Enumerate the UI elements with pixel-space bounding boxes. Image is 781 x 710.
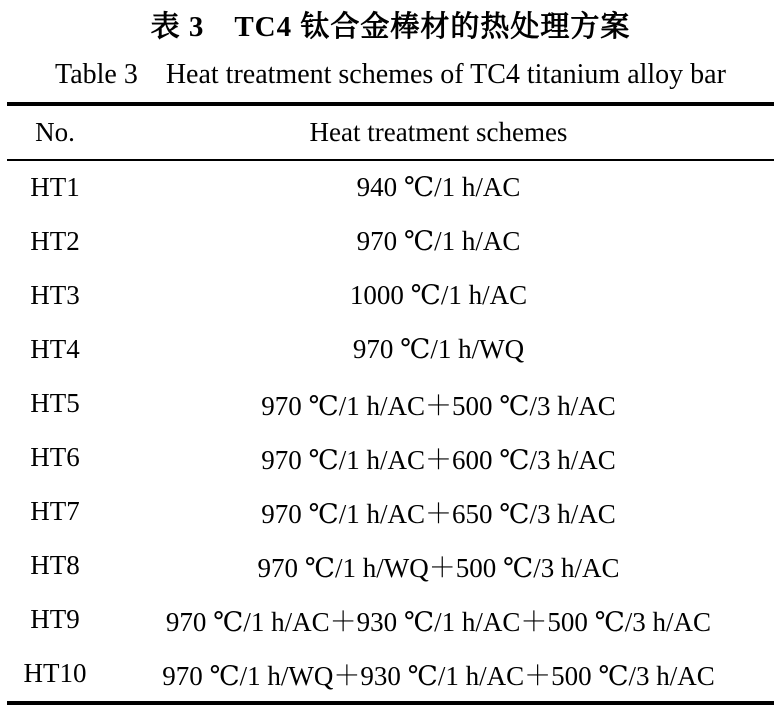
- column-header-schemes: Heat treatment schemes: [309, 116, 568, 147]
- row-scheme: 970 ℃/1 h/AC＋650 ℃/3 h/AC: [261, 499, 616, 530]
- row-scheme: 970 ℃/1 h/AC＋600 ℃/3 h/AC: [261, 445, 616, 476]
- table-row: [7, 647, 774, 703]
- table-row: [7, 215, 774, 269]
- row-scheme: 970 ℃/1 h/AC＋930 ℃/1 h/AC＋500 ℃/3 h/AC: [165, 607, 712, 638]
- table-row: [7, 377, 774, 431]
- row-no: HT6: [30, 442, 80, 473]
- row-scheme: 1000 ℃/1 h/AC: [349, 280, 528, 311]
- row-scheme: 970 ℃/1 h/AC＋500 ℃/3 h/AC: [261, 391, 616, 422]
- row-scheme: 940 ℃/1 h/AC: [356, 172, 521, 203]
- table-row: [7, 323, 774, 377]
- row-scheme: 970 ℃/1 h/WQ: [352, 334, 525, 365]
- row-no: HT4: [30, 334, 80, 365]
- row-scheme: 970 ℃/1 h/AC: [356, 226, 521, 257]
- row-scheme: 970 ℃/1 h/WQ＋500 ℃/3 h/AC: [257, 553, 620, 584]
- row-no: HT8: [30, 550, 80, 581]
- table-row: [7, 431, 774, 485]
- row-no: HT9: [30, 604, 80, 635]
- row-no: HT1: [30, 172, 80, 203]
- table-row: [7, 593, 774, 647]
- row-no: HT5: [30, 388, 80, 419]
- table-caption-english: Table 3 Heat treatment schemes of TC4 titanium alloy bar: [55, 58, 726, 90]
- table-header-row: [7, 104, 774, 160]
- table-row: [7, 539, 774, 593]
- row-no: HT10: [23, 658, 87, 689]
- table-body: [7, 160, 774, 703]
- row-no: HT7: [30, 496, 80, 527]
- column-header-no: No.: [35, 116, 75, 147]
- row-no: HT3: [30, 280, 80, 311]
- table-row: [7, 485, 774, 539]
- table-row: [7, 269, 774, 323]
- paper-page: [0, 10, 781, 710]
- row-no: HT2: [30, 226, 80, 257]
- row-scheme: 970 ℃/1 h/WQ＋930 ℃/1 h/AC＋500 ℃/3 h/AC: [162, 661, 715, 692]
- table-caption-chinese: 表 3 TC4 钛合金棒材的热处理方案: [150, 11, 631, 43]
- heat-treatment-table: [7, 102, 774, 705]
- table-header: [7, 104, 774, 160]
- table-row: [7, 160, 774, 215]
